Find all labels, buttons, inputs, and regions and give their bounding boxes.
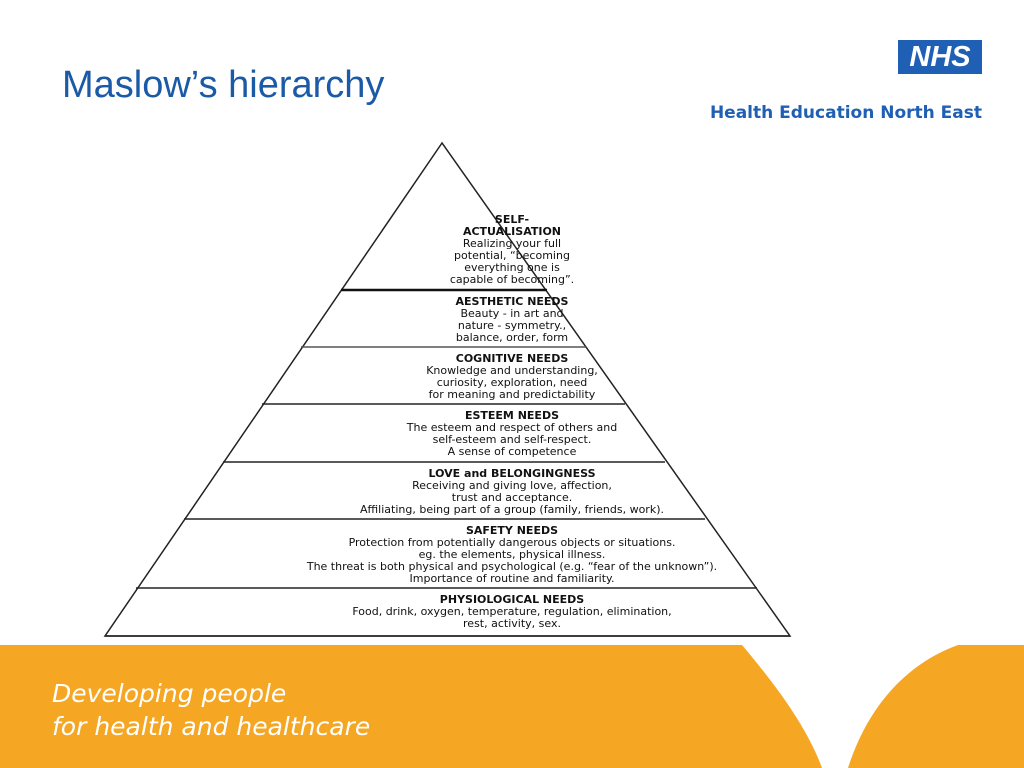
level-title: SAFETY NEEDS bbox=[465, 524, 559, 537]
level-description: The esteem and respect of others and self-esteem and self-respect. A sense of competence bbox=[406, 421, 618, 458]
level-title: SELF- ACTUALISATION bbox=[462, 213, 562, 238]
level-title: AESTHETIC NEEDS bbox=[455, 295, 569, 308]
nhs-logo: NHS bbox=[898, 40, 982, 74]
level-title: COGNITIVE NEEDS bbox=[455, 352, 569, 365]
level-description: Food, drink, oxygen, temperature, regulation, elimination, rest, activity, sex. bbox=[352, 605, 672, 630]
level-description: Beauty - in art and nature - symmetry., balance, order, form bbox=[455, 307, 569, 344]
level-description: Protection from potentially dangerous objects or situations. eg. the elements, physical illness. The threat is both physical and psychological (e.g. “fear of the unknown”). Importance of routine and familiarity. bbox=[306, 536, 718, 585]
level-description: Knowledge and understanding, curiosity, exploration, need for meaning and predictability bbox=[426, 364, 598, 401]
level-description: Realizing your full potential, “becoming everything one is capable of becoming”. bbox=[449, 237, 575, 286]
organisation-name: Health Education North East bbox=[709, 103, 982, 123]
footer-wave-right bbox=[848, 645, 1024, 768]
level-description: Receiving and giving love, affection, trust and acceptance. Affiliating, being part of a group (family, friends, work). bbox=[360, 479, 664, 516]
level-title: PHYSIOLOGICAL NEEDS bbox=[439, 593, 585, 606]
footer-tagline-line1: Developing people bbox=[52, 679, 287, 708]
level-title: ESTEEM NEEDS bbox=[464, 409, 560, 422]
level-title: LOVE and BELONGINGNESS bbox=[428, 467, 596, 480]
footer-tagline-line2: for health and healthcare bbox=[52, 712, 371, 741]
footer-tagline bbox=[52, 677, 370, 743]
slide-title: Maslow’s hierarchy bbox=[62, 64, 385, 106]
